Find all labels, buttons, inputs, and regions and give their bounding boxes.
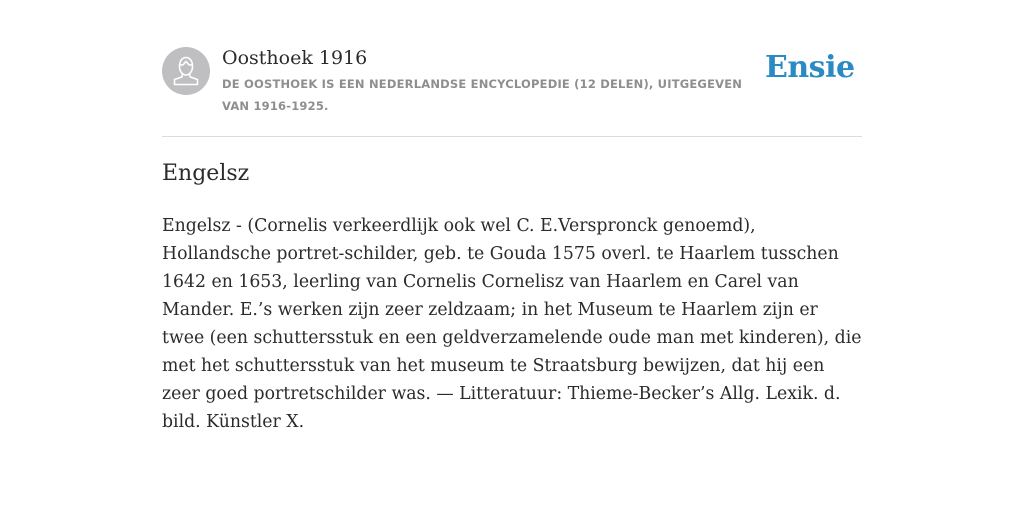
- ensie-logo-link[interactable]: Ensie: [765, 50, 855, 85]
- entry-title: Engelsz: [162, 161, 250, 186]
- source-title[interactable]: Oosthoek 1916: [222, 47, 368, 69]
- entry-body: Engelsz - (Cornelis verkeerdlijk ook wel C. E.Verspronck genoemd), Hollandsche portret-schilder, geb. te Gouda 1575 overl. te Haarlem tusschen 1642 en 1653, leerling van Cornelis Cornelisz van Haarlem en Carel van Mander. E.’s werken zijn zeer zeldzaam; in het Museum te Haarlem zijn er twee (een schuttersstuk en een geldverzamelende oude man met kinderen), die met het schuttersstuk van het museum te Straatsburg bewijzen, dat hij een zeer goed portretschilder was. — Litteratuur: Thieme-Becker’s Allg. Lexik. d. bild. Künstler X.: [162, 216, 862, 432]
- source-header: [162, 44, 862, 137]
- source-avatar: [162, 47, 210, 95]
- user-icon: [162, 47, 210, 95]
- source-description: DE OOSTHOEK IS EEN NEDERLANDSE ENCYCLOPEDIE (12 DELEN), UITGEGEVEN VAN 1916-1925.: [222, 77, 743, 113]
